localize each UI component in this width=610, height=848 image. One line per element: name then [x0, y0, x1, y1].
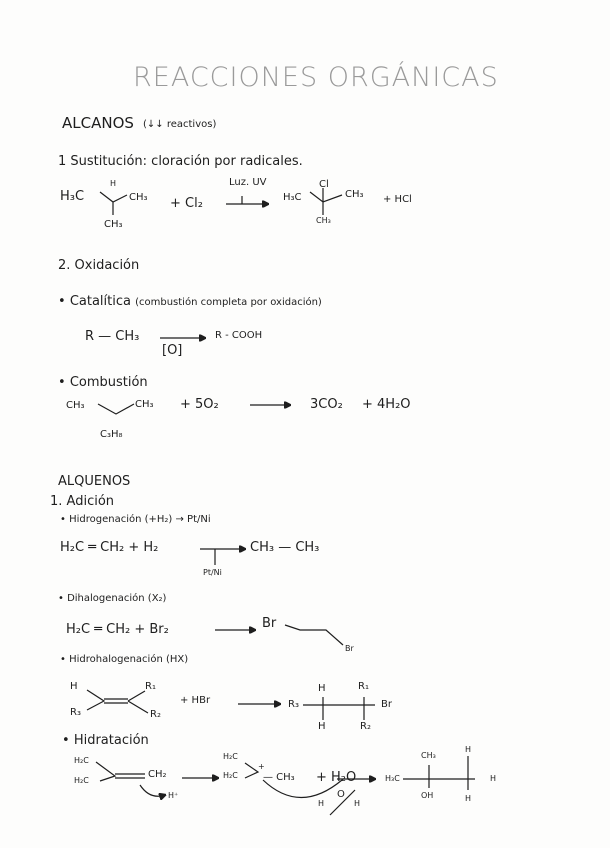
reaction-condition: Luz. UV — [229, 177, 267, 188]
formula-text: H₂C ═ CH₂ + Br₂ — [66, 622, 169, 637]
formula-text: R₃ — [288, 699, 299, 710]
adicion-label: 1. Adición — [50, 494, 115, 509]
catalyst-text: Pt/Ni — [203, 568, 222, 577]
hidrogenacion-label: • Hidrogenación (+H₂) → Pt/Ni — [60, 514, 211, 525]
formula-text: CH₃ — [135, 399, 154, 410]
formula-text: H₃C — [385, 774, 400, 783]
formula-text: [O] — [162, 343, 183, 358]
charge-text: + — [258, 762, 265, 771]
formula-text: H₂C — [223, 771, 238, 780]
hidrohalogenacion-label: • Hidrohalogenación (HX) — [60, 654, 189, 665]
formula-text: H₃C — [60, 189, 85, 204]
formula-text: H — [318, 683, 326, 694]
formula-text: R₂ — [360, 721, 371, 732]
formula-text: H — [490, 774, 497, 783]
formula-text: CH₃ — [345, 189, 364, 200]
catalitica-title: Catalítica — [69, 294, 131, 309]
formula-text: OH — [421, 791, 434, 800]
formula-text: + 4H₂O — [362, 397, 411, 412]
formula-text: H — [318, 721, 326, 732]
formula-text: + Cl₂ — [170, 196, 203, 211]
heading-alcanos: ALCANOS — [62, 114, 134, 132]
formula-text: H — [70, 681, 78, 692]
formula-text: H₂C — [223, 752, 238, 761]
formula-text: H — [318, 799, 325, 808]
hidratacion-label: • Hidratación — [62, 733, 149, 748]
formula-text: H — [110, 179, 117, 188]
formula-text: — CH₃ — [263, 772, 295, 783]
formula-text: R₁ — [145, 681, 156, 692]
hidrohalogenacion-title: Hidrohalogenación (HX) — [69, 654, 189, 665]
page-title: REACCIONES ORGÁNICAS — [133, 62, 499, 93]
dihalogenacion-title: Dihalogenación (X₂) — [67, 593, 167, 604]
oxidacion-label: 2. Oxidación — [58, 258, 140, 273]
formula-text: Cl — [319, 179, 329, 190]
formula-text: CH₃ — [66, 400, 85, 411]
formula-text: O — [337, 789, 345, 800]
combustion-title: Combustión — [69, 375, 148, 390]
formula-text: + HBr — [180, 695, 211, 706]
combustion-label: • Combustión — [58, 375, 148, 390]
formula-text: C₃H₈ — [100, 429, 123, 440]
formula-text: H₂C ═ CH₂ + H₂ — [60, 540, 159, 555]
formula-text: R — CH₃ — [85, 329, 140, 344]
formula-text: H — [354, 799, 361, 808]
formula-text: CH₂ — [148, 769, 167, 780]
formula-text: Br — [381, 699, 392, 710]
formula-text: CH₃ — [421, 751, 436, 760]
formula-text: Br — [345, 644, 354, 653]
catalitica-note: (combustión completa por oxidación) — [135, 297, 322, 308]
formula-text: R₂ — [150, 709, 161, 720]
formula-text: R - COOH — [215, 330, 263, 341]
formula-text: R₃ — [70, 707, 81, 718]
alcanos-note: (↓↓ reactivos) — [143, 119, 217, 130]
dihalogenacion-label: • Dihalogenación (X₂) — [58, 593, 167, 604]
formula-text: + HCl — [383, 194, 412, 205]
formula-text: H₂C — [74, 776, 89, 785]
formula-text: H — [465, 794, 472, 803]
formula-text: CH₃ — [316, 216, 331, 225]
formula-text: H₂C — [74, 756, 89, 765]
formula-text: CH₃ — [104, 219, 123, 230]
formula-text: CH₃ — [129, 192, 148, 203]
hidratacion-title: Hidratación — [73, 733, 149, 748]
formula-text: R₁ — [358, 681, 369, 692]
formula-text: 3CO₂ — [310, 397, 343, 412]
hidrogenacion-title: Hidrogenación (+H₂) → Pt/Ni — [69, 514, 211, 525]
formula-text: H₃C — [283, 192, 302, 203]
formula-text: + 5O₂ — [180, 397, 219, 412]
sustitucion-label: 1 Sustitución: cloración por radicales. — [58, 154, 303, 169]
formula-text: H⁺ — [168, 791, 179, 800]
formula-text: CH₃ — CH₃ — [250, 540, 320, 555]
formula-text: H — [465, 745, 472, 754]
formula-text: + H₂O — [316, 770, 357, 785]
formula-text: Br — [262, 616, 277, 631]
catalitica-label: • Catalítica (combustión completa por oxidación) — [58, 294, 322, 309]
heading-alquenos: ALQUENOS — [58, 474, 131, 489]
